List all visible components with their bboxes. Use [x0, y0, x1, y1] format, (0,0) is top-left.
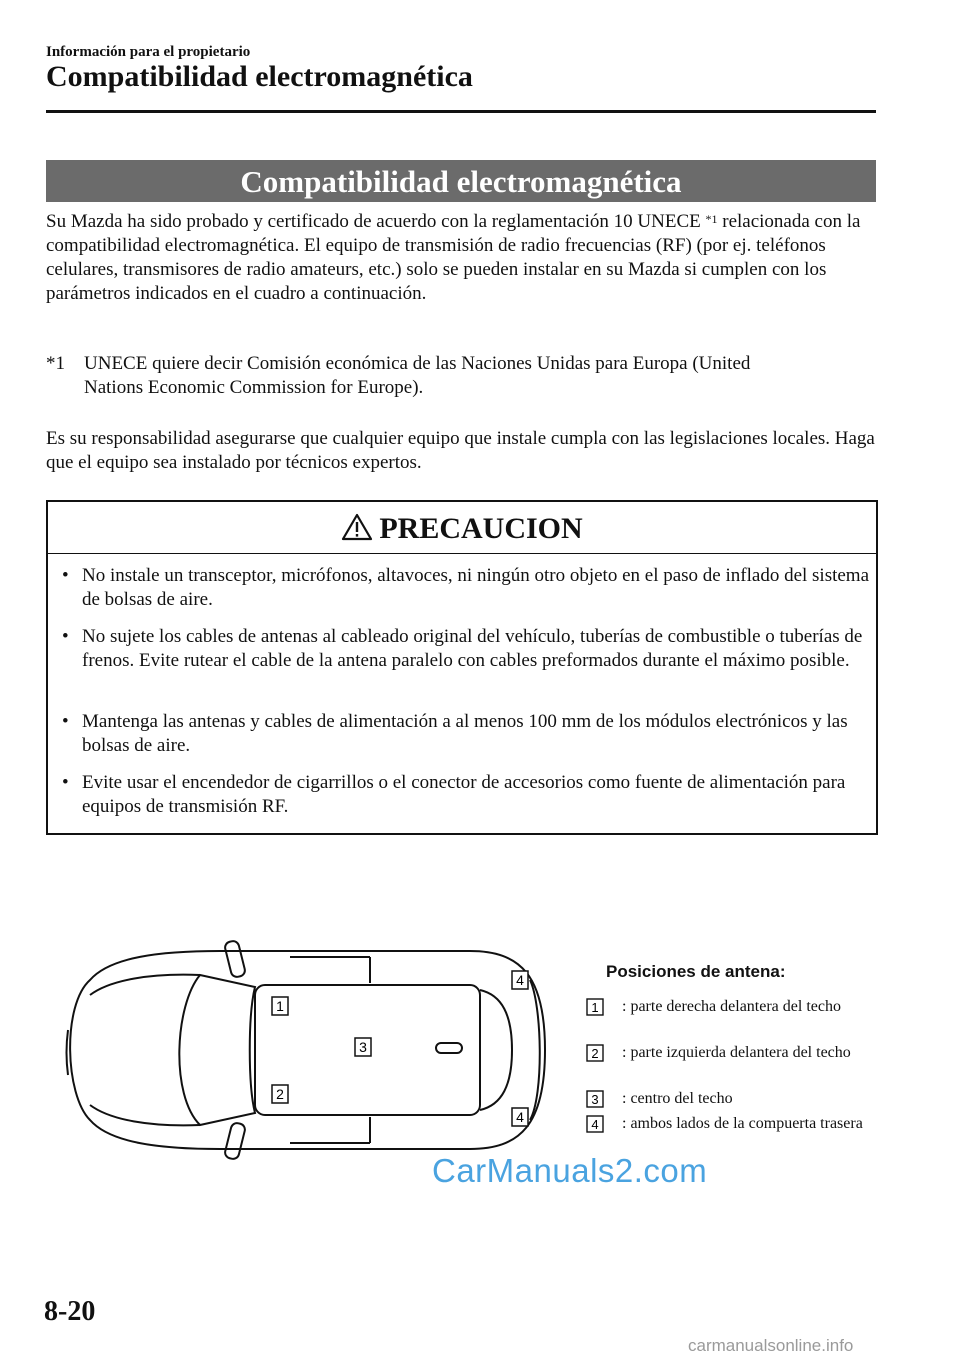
legend-item-text: : parte izquierda delantera del techo [622, 1044, 851, 1061]
front-grille-line [67, 1030, 69, 1075]
caution-item [62, 771, 872, 819]
antenna-marker-4-bottom [512, 1108, 528, 1126]
legend-item-text: : ambos lados de la compuerta trasera [622, 1115, 863, 1132]
footnote-line-1: UNECE quiere decir Comisión económica de las Naciones Unidas para Europa (United [84, 353, 751, 374]
caution-item-text: Mantenga las antenas y cables de alimentación a al menos 100 mm de los módulos electrónicos y las bolsas de aire. [82, 711, 848, 756]
intro-text-end: relacionada con la compatibilidad electromagnética. El equipo de transmisión de radio frecuencias (RF) (por ej. teléfonos celulares, transmisores de radio amateurs, etc.) solo se pueden instalar en su Mazda si cumplen con los parámetros indicados en el cuadro a continuación. [46, 211, 861, 304]
number-badge-icon [586, 1044, 616, 1062]
caution-title: PRECAUCION [379, 512, 583, 545]
footnote [46, 352, 886, 400]
responsibility-paragraph: Es su responsabilidad asegurarse que cualquier equipo que instale cumpla con las legislaciones locales. Haga que el equipo sea instalado por técnicos expertos. [46, 428, 875, 473]
mirror-right [224, 940, 246, 978]
number-badge-icon [586, 998, 616, 1016]
running-head: Información para el propietario [46, 44, 251, 60]
svg-text:1: 1 [276, 998, 284, 1014]
rear-window-outline [480, 990, 512, 1110]
bullet-marker: • [62, 711, 69, 732]
mirror-left [224, 1122, 246, 1160]
footer-watermark: carmanualsonline.info [688, 1336, 854, 1355]
svg-text:4: 4 [591, 1117, 599, 1132]
caution-item [62, 710, 872, 758]
footnote-marker: *1 [46, 353, 65, 374]
svg-text:3: 3 [591, 1092, 599, 1107]
number-badge-icon [586, 1115, 616, 1133]
bullet-marker: • [62, 565, 69, 586]
antenna-marker-3 [355, 1038, 371, 1056]
intro-text-start: Su Mazda ha sido probado y certificado de acuerdo con la reglamentación 10 UNECE [46, 211, 706, 232]
caution-header [48, 502, 876, 554]
caution-box [46, 500, 878, 835]
shark-fin [436, 1043, 462, 1053]
antenna-marker-2 [272, 1085, 288, 1103]
caution-item [62, 625, 872, 673]
rear-light-line [530, 980, 540, 1120]
intro-paragraph [46, 210, 886, 306]
footnote-reference: *1 [705, 212, 718, 226]
legend-item [586, 1041, 866, 1064]
header-rule [46, 110, 876, 113]
car-top-view-diagram [50, 935, 560, 1165]
svg-text:3: 3 [359, 1039, 367, 1055]
page-number: 8-20 [44, 1296, 96, 1327]
hood-line [90, 975, 200, 1126]
legend-item-text: : centro del techo [622, 1090, 733, 1107]
antenna-marker-4-top [512, 971, 528, 989]
bullet-marker: • [62, 772, 69, 793]
caution-item-text: No sujete los cables de antenas al cableado original del vehículo, tuberías de combustible o tuberías de frenos. Evite rutear el cable de la antena paralelo con cables preformados durante el máximo posible. [82, 626, 863, 671]
legend-item-text: : parte derecha delantera del techo [622, 998, 841, 1015]
section-banner: Compatibilidad electromagnética [46, 160, 876, 202]
car-body-outline [70, 951, 545, 1149]
caution-item-text: Evite usar el encendedor de cigarrillos o el conector de accesorios como fuente de alimentación para equipos de transmisión RF. [82, 772, 846, 817]
watermark: CarManuals2.com [432, 1152, 708, 1189]
number-badge-icon [586, 1090, 616, 1108]
caution-item [62, 564, 872, 612]
caution-item-text: No instale un transceptor, micrófonos, altavoces, ni ningún otro objeto en el paso de inflado del sistema de bolsas de aire. [82, 565, 870, 610]
svg-text:4: 4 [516, 1109, 524, 1125]
legend-item [586, 995, 866, 1018]
svg-text:2: 2 [276, 1086, 284, 1102]
legend-item [586, 1087, 866, 1110]
footnote-line-2: Nations Economic Commission for Europe). [84, 377, 424, 398]
warning-triangle-icon [341, 513, 373, 541]
chapter-title: Compatibilidad electromagnética [46, 60, 473, 93]
antenna-marker-1 [272, 997, 288, 1015]
legend-title: Posiciones de antena: [606, 962, 786, 981]
legend-item [586, 1112, 866, 1135]
svg-text:1: 1 [591, 1000, 599, 1015]
svg-text:2: 2 [591, 1046, 599, 1061]
windshield-outline [179, 975, 255, 1125]
svg-text:4: 4 [516, 972, 524, 988]
bullet-marker: • [62, 626, 69, 647]
